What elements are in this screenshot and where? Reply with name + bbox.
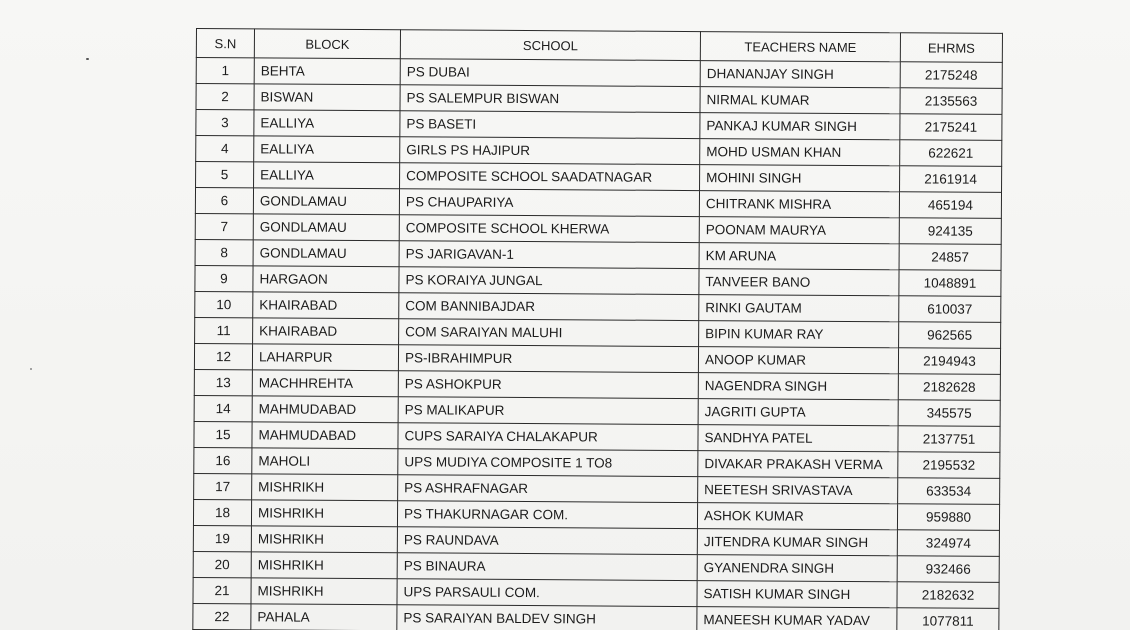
cell-school: PS JARIGAVAN-1 (399, 241, 699, 269)
cell-sn: 14 (194, 395, 252, 421)
cell-sn: 9 (195, 265, 253, 291)
cell-teacher-name: ANOOP KUMAR (698, 347, 898, 374)
cell-teacher-name: KM ARUNA (699, 243, 899, 270)
cell-sn: 20 (193, 551, 251, 577)
cell-block: MACHHREHTA (252, 370, 398, 397)
cell-ehrms: 633534 (898, 478, 1000, 505)
cell-school: PS RAUNDAVA (397, 527, 697, 555)
cell-sn: 19 (193, 525, 251, 551)
cell-sn: 18 (193, 499, 251, 525)
cell-ehrms: 2137751 (898, 426, 1000, 453)
cell-teacher-name: JITENDRA KUMAR SINGH (697, 529, 897, 556)
cell-ehrms: 465194 (899, 192, 1001, 219)
table-body (193, 58, 1002, 630)
cell-teacher-name: PANKAJ KUMAR SINGH (700, 113, 900, 140)
cell-block: PAHALA (251, 604, 397, 630)
cell-block: MISHRIKH (251, 526, 397, 553)
cell-school: UPS MUDIYA COMPOSITE 1 TO8 (398, 449, 698, 477)
cell-ehrms: 610037 (899, 296, 1001, 323)
cell-ehrms: 2135563 (900, 88, 1002, 115)
cell-ehrms: 2161914 (900, 166, 1002, 193)
cell-block: EALLIYA (254, 110, 400, 137)
cell-school: COM BANNIBAJDAR (399, 293, 699, 321)
cell-ehrms: 924135 (899, 218, 1001, 245)
table-row (193, 603, 999, 630)
cell-sn: 6 (195, 188, 253, 214)
cell-school: PS BINAURA (397, 553, 697, 581)
cell-sn: 3 (196, 110, 254, 136)
cell-ehrms: 324974 (897, 530, 999, 557)
cell-teacher-name: TANVEER BANO (699, 269, 899, 296)
cell-school: PS SALEMPUR BISWAN (400, 85, 700, 113)
cell-block: MISHRIKH (251, 500, 397, 527)
cell-school: PS-IBRAHIMPUR (398, 345, 698, 373)
cell-block: MAHMUDABAD (252, 396, 398, 423)
cell-sn: 10 (195, 291, 253, 317)
cell-teacher-name: DHANANJAY SINGH (700, 61, 900, 88)
cell-block: GONDLAMAU (253, 240, 399, 267)
cell-school: PS BASETI (400, 111, 700, 139)
cell-teacher-name: NEETESH SRIVASTAVA (698, 477, 898, 504)
cell-school: PS MALIKAPUR (398, 397, 698, 425)
cell-teacher-name: SATISH KUMAR SINGH (697, 581, 897, 608)
cell-block: MAHOLI (252, 448, 398, 475)
cell-school: CUPS SARAIYA CHALAKAPUR (398, 423, 698, 451)
cell-block: KHAIRABAD (253, 292, 399, 319)
cell-block: BEHTA (254, 58, 400, 85)
cell-sn: 15 (194, 421, 252, 447)
cell-school: PS CHAUPARIYA (399, 189, 699, 217)
cell-school: GIRLS PS HAJIPUR (400, 137, 700, 165)
cell-sn: 2 (196, 84, 254, 110)
cell-teacher-name: MANEESH KUMAR YADAV (697, 607, 897, 630)
cell-sn: 5 (196, 162, 254, 188)
header-school: SCHOOL (400, 30, 700, 61)
cell-sn: 8 (195, 239, 253, 265)
cell-ehrms: 1048891 (899, 270, 1001, 297)
header-teacher-name: TEACHERS NAME (700, 32, 900, 62)
cell-school: COMPOSITE SCHOOL SAADATNAGAR (400, 163, 700, 191)
cell-teacher-name: MOHD USMAN KHAN (700, 139, 900, 166)
cell-sn: 4 (196, 136, 254, 162)
cell-teacher-name: GYANENDRA SINGH (697, 555, 897, 582)
cell-teacher-name: DIVAKAR PRAKASH VERMA (698, 451, 898, 478)
cell-teacher-name: SANDHYA PATEL (698, 425, 898, 452)
cell-block: MISHRIKH (252, 474, 398, 501)
cell-block: HARGAON (253, 266, 399, 293)
cell-sn: 13 (194, 369, 252, 395)
cell-ehrms: 2175241 (900, 114, 1002, 141)
cell-block: EALLIYA (254, 136, 400, 163)
cell-ehrms: 24857 (899, 244, 1001, 271)
teacher-roster-table (192, 28, 1003, 630)
cell-school: PS KORAIYA JUNGAL (399, 267, 699, 295)
cell-block: EALLIYA (254, 162, 400, 189)
cell-ehrms: 622621 (900, 140, 1002, 167)
cell-block: MISHRIKH (251, 578, 397, 605)
cell-teacher-name: RINKI GAUTAM (699, 295, 899, 322)
cell-sn: 7 (195, 213, 253, 239)
header-ehrms: EHRMS (900, 33, 1002, 63)
cell-school: PS THAKURNAGAR COM. (397, 501, 697, 529)
cell-ehrms: 2182628 (898, 374, 1000, 401)
header-sn: S.N (196, 29, 254, 58)
cell-school: PS ASHOKPUR (398, 371, 698, 399)
cell-ehrms: 2194943 (898, 348, 1000, 375)
cell-teacher-name: CHITRANK MISHRA (699, 191, 899, 218)
cell-teacher-name: JAGRITI GUPTA (698, 399, 898, 426)
cell-teacher-name: POONAM MAURYA (699, 217, 899, 244)
cell-school: PS SARAIYAN BALDEV SINGH (397, 605, 697, 630)
cell-sn: 12 (194, 343, 252, 369)
cell-block: KHAIRABAD (253, 318, 399, 345)
cell-teacher-name: ASHOK KUMAR (697, 503, 897, 530)
cell-block: BISWAN (254, 84, 400, 111)
cell-sn: 11 (195, 317, 253, 343)
cell-sn: 22 (193, 603, 251, 629)
cell-ehrms: 959880 (897, 504, 999, 531)
cell-block: GONDLAMAU (253, 214, 399, 241)
cell-teacher-name: MOHINI SINGH (700, 165, 900, 192)
header-block: BLOCK (254, 29, 400, 59)
cell-sn: 21 (193, 577, 251, 603)
cell-school: COM SARAIYAN MALUHI (399, 319, 699, 347)
cell-ehrms: 345575 (898, 400, 1000, 427)
cell-ehrms: 2175248 (900, 62, 1002, 89)
cell-block: LAHARPUR (252, 344, 398, 371)
cell-block: MISHRIKH (251, 552, 397, 579)
cell-school: UPS PARSAULI COM. (397, 579, 697, 607)
cell-block: GONDLAMAU (253, 188, 399, 215)
cell-sn: 17 (194, 473, 252, 499)
cell-teacher-name: BIPIN KUMAR RAY (699, 321, 899, 348)
cell-sn: 16 (194, 447, 252, 473)
cell-school: PS ASHRAFNAGAR (398, 475, 698, 503)
cell-ehrms: 1077811 (897, 608, 999, 630)
cell-sn: 1 (196, 58, 254, 84)
scan-speck (86, 58, 89, 60)
cell-block: MAHMUDABAD (252, 422, 398, 449)
cell-teacher-name: NIRMAL KUMAR (700, 87, 900, 114)
cell-ehrms: 2195532 (898, 452, 1000, 479)
scan-speck (30, 368, 32, 370)
cell-school: PS DUBAI (400, 59, 700, 87)
cell-school: COMPOSITE SCHOOL KHERWA (399, 215, 699, 243)
cell-ehrms: 932466 (897, 556, 999, 583)
cell-ehrms: 962565 (899, 322, 1001, 349)
cell-teacher-name: NAGENDRA SINGH (698, 373, 898, 400)
cell-ehrms: 2182632 (897, 582, 999, 609)
